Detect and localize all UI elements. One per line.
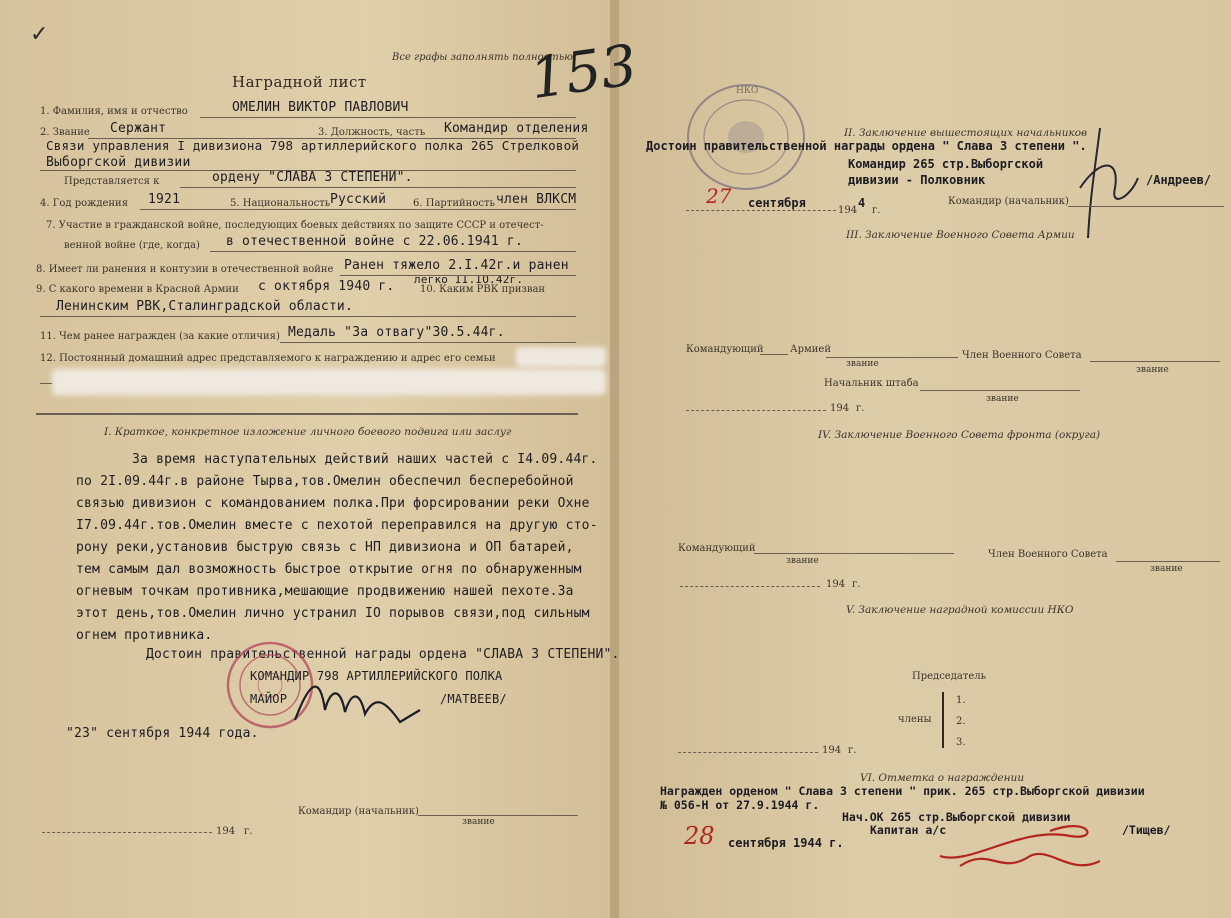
chief-dept-2: Капитан а/с bbox=[870, 823, 947, 837]
right-worthy: Достоин правительственной награды ордена " Слава 3 степени ". bbox=[646, 139, 1087, 153]
feat-line: За время наступательных действий наших частей с I4.09.44г. bbox=[132, 452, 598, 467]
sign-title: КОМАНДИР 798 АРТИЛЛЕРИЙСКОГО ПОЛКА bbox=[250, 669, 503, 683]
q1-label: 1. Фамилия, имя и отчество bbox=[40, 106, 188, 117]
front-commander-label: Командующий bbox=[678, 543, 756, 554]
q5-label: 5. Национальность bbox=[230, 198, 331, 209]
left-year: 194 bbox=[216, 826, 236, 837]
member-2: 2. bbox=[956, 716, 966, 727]
army-word: Армией bbox=[790, 344, 832, 355]
q12-label: 12. Постоянный домашний адрес представляемого к награждению и адрес его семьи bbox=[40, 353, 496, 364]
army-council-zvanie: звание bbox=[1136, 365, 1169, 375]
q7-label-1: 7. Участие в гражданской войне, последующих боевых действиях по защите СССР и отечест- bbox=[46, 220, 544, 231]
section3-title: III. Заключение Военного Совета Армии bbox=[846, 229, 1075, 241]
q3-label: 3. Должность, часть bbox=[318, 127, 426, 138]
q4-value: 1921 bbox=[148, 192, 181, 207]
nko-year-g: г. bbox=[848, 745, 857, 756]
feat-line: по 2I.09.44г.в районе Тырва,тов.Омелин обеспечил бесперебойной bbox=[76, 474, 574, 489]
left-worthy-line: Достоин правительственной награды ордена "СЛАВА 3 СТЕПЕНИ". bbox=[146, 647, 620, 662]
sign-rank: МАЙОР bbox=[250, 692, 288, 706]
feat-line: I7.09.44г.тов.Омелин вместе с пехотой переправился на другую сто- bbox=[76, 518, 598, 533]
q2-label: 2. Звание bbox=[40, 127, 90, 138]
q8-value-2: легко II.IO.42г. bbox=[414, 273, 524, 286]
right-year-g: г. bbox=[872, 205, 881, 216]
nko-year: 194 bbox=[822, 745, 842, 756]
front-council-zvanie: звание bbox=[1150, 564, 1183, 574]
feat-line: этот день,тов.Омелин лично устранил IO порывов связи,под сильным bbox=[76, 606, 590, 621]
red-signature bbox=[930, 806, 1110, 886]
q9-label: 9. С какого времени в Красной Армии bbox=[36, 284, 239, 295]
left-commander-label: Командир (начальник) bbox=[298, 806, 419, 817]
feat-line: рону реки,установив быструю связь с НП дивизиона и ОП батарей, bbox=[76, 540, 574, 555]
right-date-month: сентября bbox=[748, 196, 806, 210]
q10-label: 10. Каким РВК призван bbox=[420, 284, 546, 295]
chief-dept-1: Нач.ОК 265 стр.Выборгской дивизии bbox=[842, 810, 1071, 824]
front-council-member: Член Военного Совета bbox=[988, 549, 1108, 560]
right-commander-label: Командир (начальник) bbox=[948, 196, 1069, 207]
q3-value-1: Командир отделения bbox=[444, 121, 589, 136]
members-bracket bbox=[942, 692, 944, 748]
army-council-member: Член Военного Совета bbox=[962, 350, 1082, 361]
handwritten-number: 153 bbox=[525, 32, 641, 113]
sign-date: "23" сентября 1944 года. bbox=[66, 726, 259, 741]
army-year: 194 bbox=[830, 403, 850, 414]
left-year-g: г. bbox=[244, 826, 253, 837]
right-year-digit: 4 bbox=[858, 196, 866, 210]
member-3: 3. bbox=[956, 737, 966, 748]
div-commander-2: дивизии - Полковник bbox=[848, 173, 986, 187]
fill-all-note: Все графы заполнять полностью bbox=[392, 52, 573, 63]
chairman-label: Председатель bbox=[912, 671, 987, 682]
signature bbox=[290, 670, 430, 730]
q5-value: Русский bbox=[330, 192, 387, 207]
nko-stamp bbox=[684, 82, 808, 192]
award-line-2: № 056-Н от 27.9.1944 г. bbox=[660, 798, 820, 812]
section6-title: VI. Отметка о награждении bbox=[860, 772, 1025, 784]
chief-zvanie: звание bbox=[986, 394, 1019, 404]
tishchev: /Тищев/ bbox=[1122, 823, 1171, 837]
redacted-address-2 bbox=[52, 369, 606, 395]
chief-of-staff: Начальник штаба bbox=[824, 378, 919, 389]
presented-label: Представляется к bbox=[64, 176, 160, 187]
q8-value-1: Ранен тяжело 2.I.42г.и ранен bbox=[344, 258, 569, 273]
redacted-address-1 bbox=[516, 347, 606, 367]
div-commander-1: Командир 265 стр.Выборгской bbox=[848, 157, 1044, 171]
q6-value: член ВЛКСМ bbox=[496, 192, 577, 207]
q8-label: 8. Имеет ли ранения и контузии в отечественной войне bbox=[36, 264, 334, 275]
q10-value: Ленинским РВК,Сталинградской области. bbox=[56, 299, 353, 314]
q7-value: в отечественной войне с 22.06.1941 г. bbox=[226, 234, 523, 249]
q4-label: 4. Год рождения bbox=[40, 198, 129, 209]
army-year-g: г. bbox=[856, 403, 865, 414]
feat-line: связью дивизион с командованием полка.При форсировании реки Охне bbox=[76, 496, 590, 511]
presented-value: ордену "СЛАВА 3 СТЕПЕНИ". bbox=[212, 170, 413, 185]
final-date: сентября 1944 г. bbox=[728, 836, 844, 850]
andreev: /Андреев/ bbox=[1146, 173, 1212, 187]
stamp-text: НКО bbox=[736, 86, 759, 96]
q11-value: Медаль "За отвагу"30.5.44г. bbox=[288, 325, 505, 340]
q2-value: Сержант bbox=[110, 121, 167, 136]
feat-line: огнем противника. bbox=[76, 628, 213, 643]
q11-label: 11. Чем ранее награжден (за какие отличия) bbox=[40, 331, 280, 342]
q3-value-2: Связи управления I дивизиона 798 артиллерийского полка 265 Стрелковой bbox=[46, 138, 580, 153]
left-zvanie: звание bbox=[462, 817, 495, 827]
members-label: члены bbox=[898, 714, 932, 725]
right-date-day: 27 bbox=[706, 184, 732, 208]
section2-title: II. Заключение вышестоящих начальников bbox=[844, 127, 1088, 139]
section1-title: I. Краткое, конкретное изложение личного боевого подвига или заслуг bbox=[104, 426, 512, 438]
corner-check-mark: ✓ bbox=[30, 22, 49, 47]
sign-name: /МАТВЕЕВ/ bbox=[440, 692, 507, 706]
final-day: 28 bbox=[684, 822, 715, 850]
feat-line: тем самым дал возможность быстрое открытие огня по обнаруженным bbox=[76, 562, 582, 577]
right-year: 194 bbox=[838, 205, 858, 216]
q7-label-2: венной войне (где, когда) bbox=[64, 240, 200, 251]
q1-value: ОМЕЛИН ВИКТОР ПАВЛОВИЧ bbox=[232, 100, 409, 115]
feat-line: огневым точкам противника,мешающие продвижению нашей пехоте.За bbox=[76, 584, 574, 599]
q9-value: с октября 1940 г. bbox=[258, 279, 395, 294]
army-commander-label: Командующий bbox=[686, 344, 764, 355]
army-zvanie: звание bbox=[846, 359, 879, 369]
section4-title: IV. Заключение Военного Совета фронта (округа) bbox=[818, 429, 1101, 441]
page-title: Наградной лист bbox=[232, 73, 367, 91]
page-fold bbox=[610, 0, 619, 918]
front-year: 194 bbox=[826, 579, 846, 590]
q3-value-3: Выборгской дивизии bbox=[46, 155, 191, 170]
q6-label: 6. Партийность bbox=[413, 198, 495, 209]
member-1: 1. bbox=[956, 695, 966, 706]
award-line-1: Награжден орденом " Слава 3 степени " прик. 265 стр.Выборгской дивизии bbox=[660, 784, 1145, 798]
section5-title: V. Заключение наградной комиссии НКО bbox=[846, 604, 1074, 616]
front-zvanie: звание bbox=[786, 556, 819, 566]
front-year-g: г. bbox=[852, 579, 861, 590]
